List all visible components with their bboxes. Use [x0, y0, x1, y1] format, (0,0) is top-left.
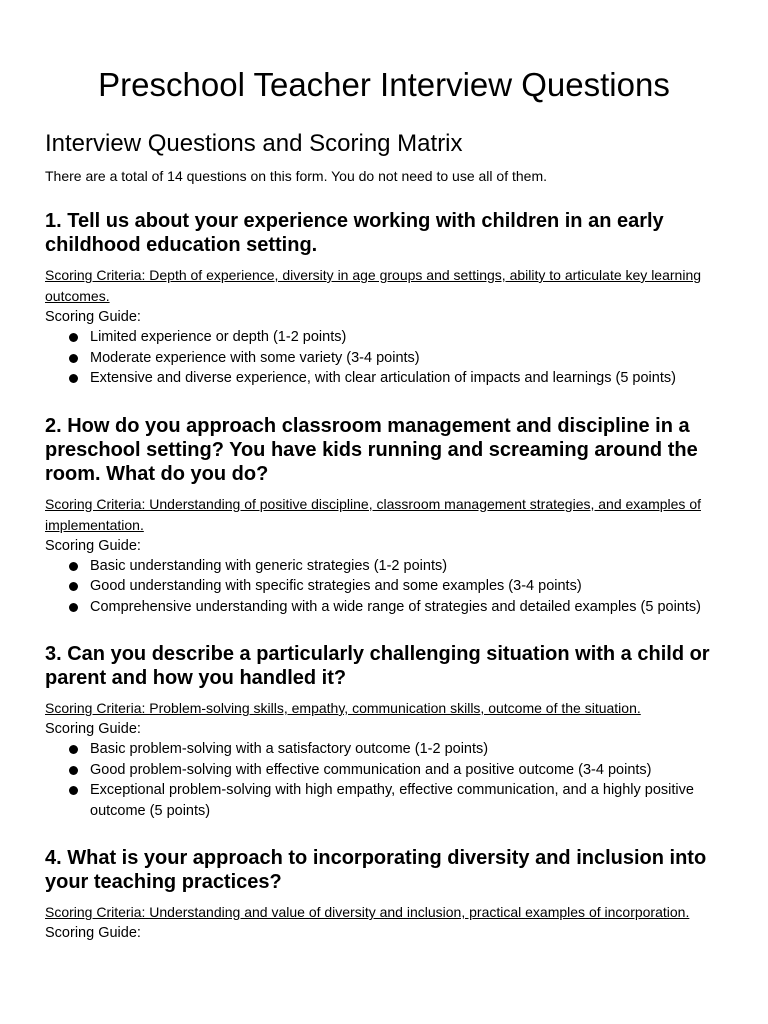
question-title: 4. What is your approach to incorporating diversity and inclusion into your teaching practices? — [45, 847, 707, 893]
scoring-guide-item-text: Basic problem-solving with a satisfactory outcome (1-2 points) — [90, 741, 489, 757]
section-heading: Interview Questions and Scoring Matrix — [45, 130, 463, 157]
bullet-icon — [69, 603, 78, 612]
question-title: 2. How do you approach classroom management and discipline in a preschool setting? You have kids running and screaming around the room. What do you do? — [45, 414, 698, 485]
scoring-guide-item-text: Good problem-solving with effective communication and a positive outcome (3-4 points) — [90, 761, 652, 778]
scoring-criteria: Scoring Criteria: Understanding of positive discipline, classroom management strategies, and examples of implementation. — [45, 495, 701, 533]
scoring-guide-list — [45, 556, 723, 618]
scoring-guide-item — [45, 780, 723, 821]
document-title: Preschool Teacher Interview Questions — [98, 66, 670, 103]
intro-text: There are a total of 14 questions on this form. You do not need to use all of them. — [45, 168, 547, 184]
scoring-guide-list — [45, 327, 723, 389]
scoring-guide-item-text: Basic understanding with generic strategies (1-2 points) — [90, 557, 448, 574]
scoring-guide-label: Scoring Guide: — [45, 721, 141, 737]
scoring-guide-label: Scoring Guide: — [45, 309, 141, 325]
question-title: 3. Can you describe a particularly challenging situation with a child or parent and how you handled it? — [45, 643, 710, 689]
scoring-guide-item — [45, 348, 723, 369]
bullet-icon — [69, 354, 78, 363]
scoring-guide-item-text: Good understanding with specific strategies and some examples (3-4 points) — [90, 578, 582, 594]
question-1 — [45, 209, 723, 389]
bullet-icon — [69, 745, 78, 754]
scoring-guide-item-text: Moderate experience with some variety (3-4 points) — [90, 349, 420, 366]
scoring-guide-item — [45, 597, 723, 618]
bullet-icon — [69, 333, 78, 342]
bullet-icon — [69, 766, 78, 775]
scoring-guide-item-text: Extensive and diverse experience, with clear articulation of impacts and learnings (5 points) — [90, 370, 676, 386]
scoring-guide-item — [45, 368, 723, 389]
scoring-guide-list — [45, 739, 723, 821]
scoring-guide-item — [45, 739, 723, 760]
scoring-guide-label: Scoring Guide: — [45, 537, 141, 554]
bullet-icon — [69, 582, 78, 591]
scoring-guide-label: Scoring Guide: — [45, 925, 141, 941]
scoring-guide-item-text: Limited experience or depth (1-2 points) — [90, 329, 347, 345]
question-2 — [45, 414, 723, 618]
scoring-guide-item-text: Exceptional problem-solving with high empathy, effective communication, and a highly positive outcome (5 points) — [90, 782, 694, 819]
bullet-icon — [69, 562, 78, 571]
bullet-icon — [69, 374, 78, 383]
scoring-guide-item-text: Comprehensive understanding with a wide range of strategies and detailed examples (5 points) — [90, 598, 701, 615]
question-3 — [45, 642, 723, 821]
scoring-guide-item — [45, 556, 723, 577]
question-4 — [45, 846, 723, 943]
question-title: 1. Tell us about your experience working with children in an early childhood education setting. — [45, 210, 664, 256]
bullet-icon — [69, 786, 78, 795]
scoring-guide-item — [45, 327, 723, 348]
scoring-guide-item — [45, 760, 723, 781]
scoring-criteria: Scoring Criteria: Understanding and value of diversity and inclusion, practical examples of incorporation. — [45, 904, 690, 920]
scoring-criteria: Scoring Criteria: Depth of experience, diversity in age groups and settings, ability to articulate key learning outcomes. — [45, 267, 702, 304]
scoring-criteria: Scoring Criteria: Problem-solving skills, empathy, communication skills, outcome of the situation. — [45, 700, 641, 716]
scoring-guide-item — [45, 576, 723, 597]
